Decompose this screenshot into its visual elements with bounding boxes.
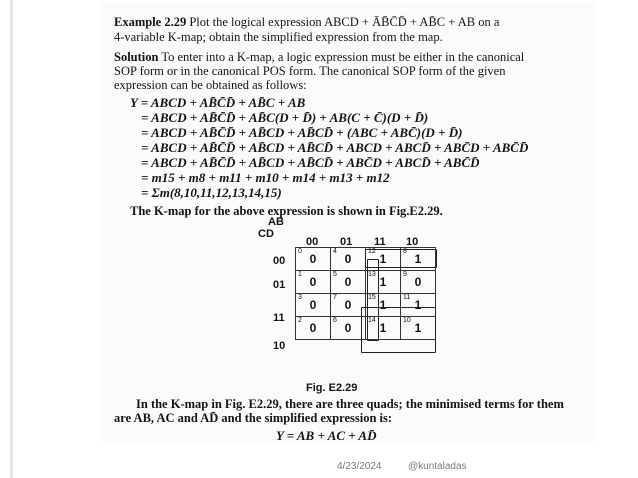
kmap-cell-value: 0 (344, 252, 352, 266)
kmap-cell (296, 294, 331, 317)
kmap-cell-index: 11 (403, 294, 411, 301)
example-prompt-2: 4-variable K-map; obtain the simplified expression from the map. (114, 30, 443, 44)
final-expression: Y = AB + AC + AD̄ (276, 428, 377, 443)
example-heading: Example 2.29 (114, 15, 187, 29)
conclusion-line-1: In the K-map in Fig. E2.29, there are three quads; the minimised terms for them (136, 397, 564, 411)
solution-line-2 (114, 64, 505, 79)
kmap-cell-index: 12 (368, 248, 376, 255)
example-line-2 (114, 30, 443, 45)
kmap-cell-index: 7 (333, 294, 337, 301)
kmap-cell-index: 8 (403, 248, 407, 255)
kmap-cell-index: 14 (368, 317, 376, 324)
kmap-intro: The K-map for the above expression is shown in Fig.E2.29. (130, 204, 443, 218)
derivation-line-0: Y = ABCD + AB̄C̄D̄ + AB̄C + AB (130, 95, 306, 110)
kmap-row-header-00: 00 (273, 255, 286, 267)
kmap-loop-ac (361, 307, 436, 353)
example-line-1 (114, 15, 499, 30)
derivation-line-5: = m15 + m8 + m11 + m10 + m14 + m13 + m12 (141, 170, 390, 185)
kmap-cell-value: 0 (309, 298, 317, 312)
kmap-cell-index: 5 (333, 271, 337, 278)
kmap-row-header-11: 11 (273, 312, 285, 324)
example-prompt-1: Plot the logical expression ABCD + ĀB̄C̄D̄ + AB̄C + AB on a (189, 15, 500, 29)
kmap-cell-value: 1 (379, 275, 387, 289)
figure-caption: Fig. E2.29 (306, 382, 358, 394)
solution-line-1 (114, 50, 524, 65)
kmap-row-header-10: 10 (273, 340, 286, 352)
derivation-line-4: = ABCD + AB̄C̄D̄ + AB̄CD + AB̄CD̄ + ABC̄D + ABCD̄ + ABC̄D̄ (141, 155, 480, 170)
derivation-line-6: = Σm(8,10,11,12,13,14,15) (141, 185, 282, 200)
slide-left-bar (0, 0, 24, 478)
kmap-cell-value: 1 (379, 321, 387, 335)
kmap-cell-index: 13 (368, 271, 376, 278)
kmap-cell-value: 0 (309, 321, 317, 335)
kmap-cell-value: 0 (309, 275, 317, 289)
left-bar-stripe (10, 0, 13, 478)
kmap-grid (295, 247, 436, 340)
kmap-col-header-11: 11 (374, 236, 386, 248)
footer-author: @kuntaladas (408, 461, 467, 472)
solution-text-2: SOP form or in the canonical POS form. The canonical SOP form of the given (114, 64, 506, 78)
kmap-cell-index: 1 (298, 271, 302, 278)
kmap-cell-index: 15 (368, 294, 376, 301)
derivation-line-1: = ABCD + AB̄C̄D̄ + AB̄C(D + D̄) + AB(C + C̄)(D + D̄) (141, 110, 429, 125)
kmap-cell-index: 10 (403, 317, 411, 324)
kmap-cell (296, 271, 331, 294)
derivation-line-3: = ABCD + AB̄C̄D̄ + AB̄CD + AB̄CD̄ + ABCD + ABCD̄ + ABC̄D + ABC̄D̄ (141, 140, 529, 155)
kmap-cd-label: CD (258, 228, 274, 240)
kmap-cell-index: 2 (298, 317, 302, 324)
kmap-cell-value: 0 (414, 275, 422, 289)
solution-label: Solution (114, 50, 159, 64)
kmap-row-01 (296, 271, 436, 294)
kmap-cell (331, 271, 366, 294)
kmap-cell (296, 248, 331, 271)
kmap-cell-index: 0 (298, 248, 302, 255)
kmap-cell-index: 4 (333, 248, 337, 255)
kmap-row-header-01: 01 (273, 279, 286, 291)
kmap-cell-index: 9 (403, 271, 407, 278)
kmap-cell (331, 248, 366, 271)
solution-text-1: To enter into a K-map, a logic expression must be either in the canonical (161, 50, 525, 64)
kmap-loop-ad (365, 249, 437, 268)
kmap-cell-value: 1 (414, 321, 422, 335)
kmap-cell-value: 0 (309, 252, 317, 266)
footer-date: 4/23/2024 (337, 461, 382, 472)
kmap-col-header-01: 01 (340, 236, 353, 248)
kmap-cell (401, 271, 436, 294)
derivation-line-2: = ABCD + AB̄C̄D̄ + AB̄CD + AB̄CD̄ + (ABC + ABC̄)(D + D̄) (141, 125, 463, 140)
kmap-col-header-00: 00 (306, 236, 319, 248)
textbook-page (100, 2, 595, 442)
kmap-col-header-10: 10 (406, 236, 419, 248)
kmap-ab-label: AB (268, 216, 284, 228)
conclusion-line-2: are AB, AC and AD̄ and the simplified expression is: (114, 411, 393, 425)
kmap-cell-index: 6 (333, 317, 337, 324)
solution-text-3: expression can be obtained as follows: (114, 78, 307, 92)
kmap-cell-value: 1 (379, 298, 387, 312)
kmap-cell-value: 1 (414, 252, 422, 266)
kmap-cell-value: 0 (344, 321, 352, 335)
kmap-cell-value: 1 (414, 298, 422, 312)
solution-line-3 (114, 78, 307, 93)
kmap-cell (296, 317, 331, 340)
kmap-cell-value: 0 (344, 298, 352, 312)
kmap-cell-value: 0 (344, 275, 352, 289)
kmap-cell-value: 1 (379, 252, 387, 266)
kmap-cell-index: 3 (298, 294, 302, 301)
